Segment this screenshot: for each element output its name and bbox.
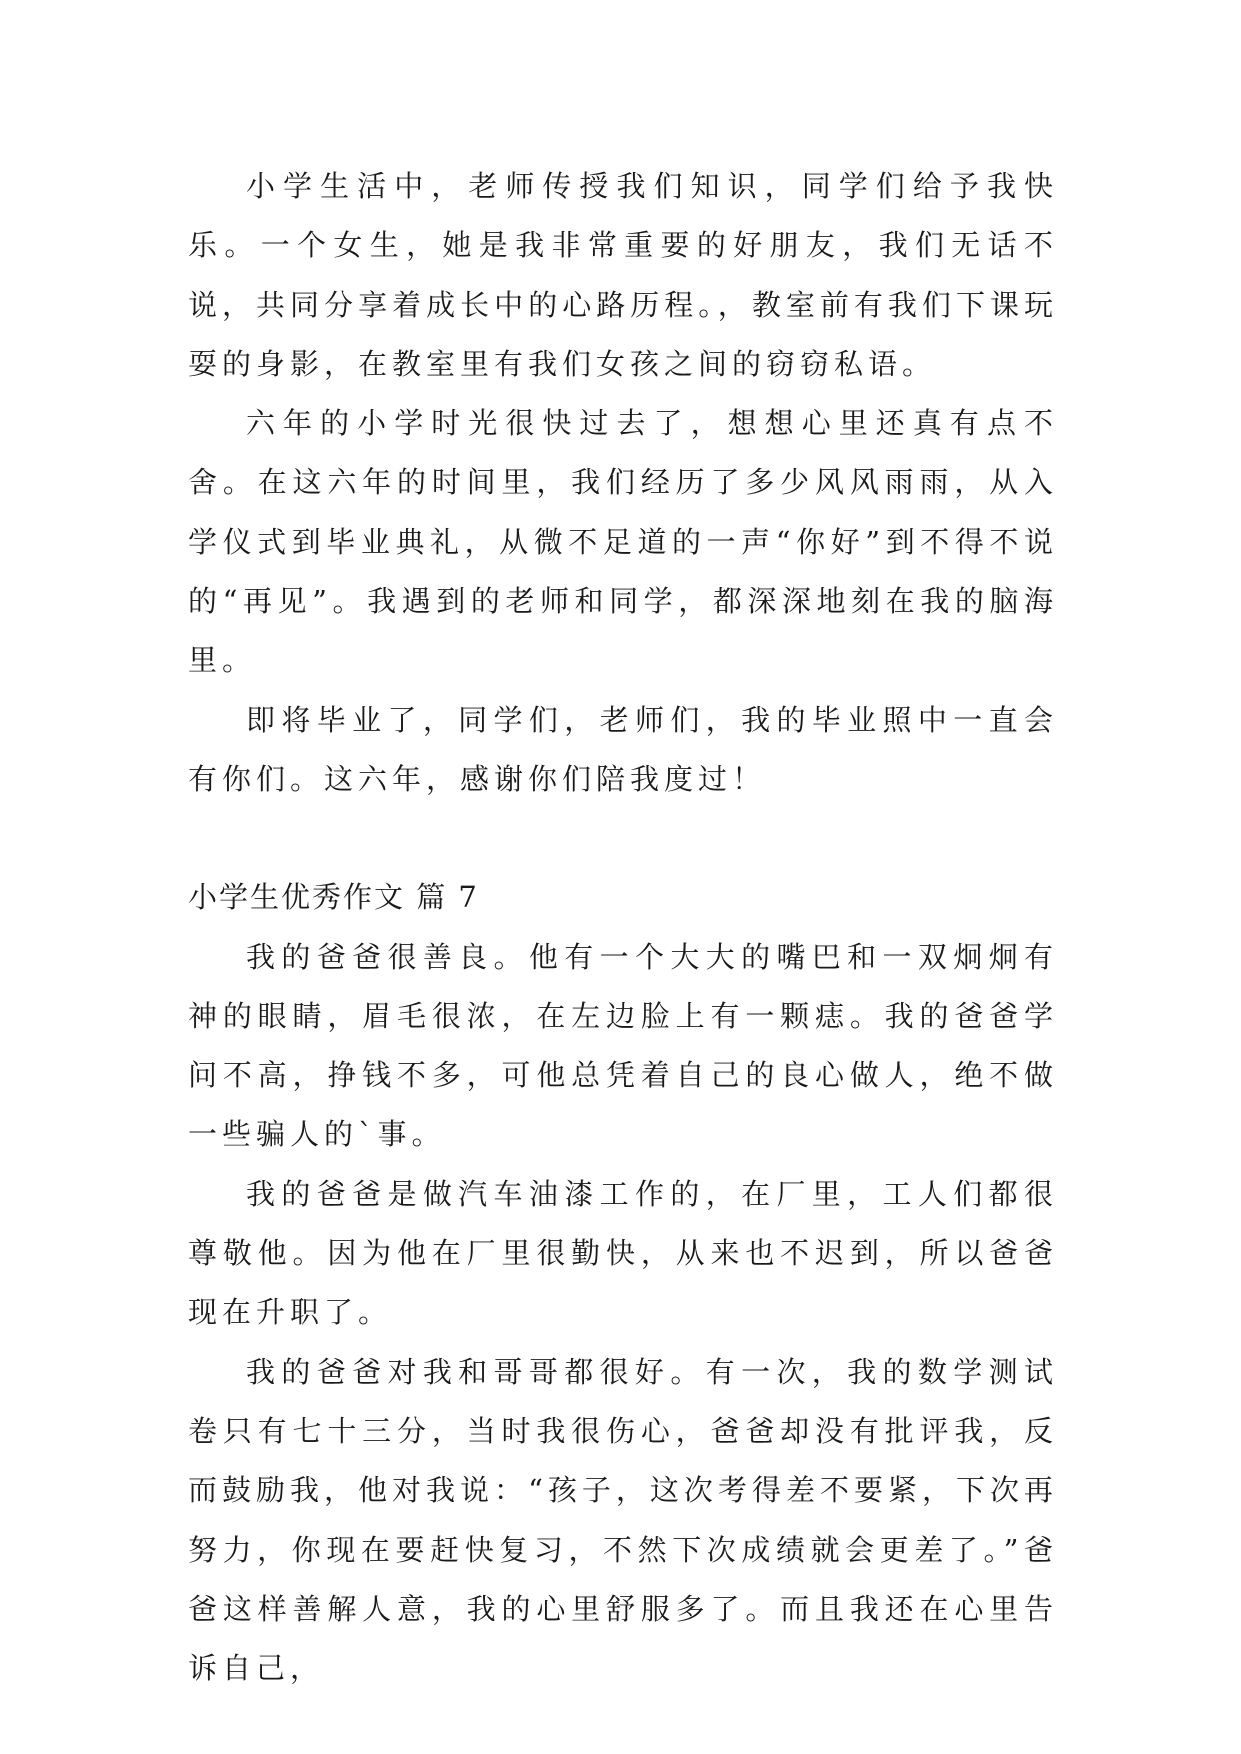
paragraph: 我的爸爸是做汽车油漆工作的，在厂里，工人们都很尊敬他。因为他在厂里很勤快，从来也不迟到，所以爸爸现在升职了。 — [188, 1176, 1058, 1330]
paragraph: 即将毕业了，同学们，老师们，我的毕业照中一直会有你们。这六年，感谢你们陪我度过！ — [188, 702, 1058, 796]
section-heading: 小学生优秀作文 篇 7 — [188, 880, 479, 915]
document-body — [188, 157, 1058, 1698]
paragraph: 小学生活中，老师传授我们知识，同学们给予我快乐。一个女生，她是我非常重要的好朋友，我们无话不说，共同分享着成长中的心路历程。，教室前有我们下课玩耍的身影，在教室里有我们女孩之间的窃窃私语。 — [188, 169, 1058, 381]
paragraph: 我的爸爸很善良。他有一个大大的嘴巴和一双炯炯有神的眼睛，眉毛很浓，在左边脸上有一颗痣。我的爸爸学问不高，挣钱不多，可他总凭着自己的良心做人，绝不做一些骗人的`事。 — [188, 939, 1058, 1152]
paragraph: 我的爸爸对我和哥哥都很好。有一次，我的数学测试卷只有七十三分，当时我很伤心，爸爸却没有批评我，反而鼓励我，他对我说：“孩子，这次考得差不要紧，下次再努力，你现在要赶快复习，不然下次成绩就会更差了。”爸爸这样善解人意，我的心里舒服多了。而且我还在心里告诉自己， — [188, 1354, 1058, 1686]
paragraph: 六年的小学时光很快过去了，想想心里还真有点不舍。在这六年的时间里，我们经历了多少风风雨雨，从入学仪式到毕业典礼，从微不足道的一声“你好”到不得不说的“再见”。我遇到的老师和同学，都深深地刻在我的脑海里。 — [188, 406, 1058, 678]
